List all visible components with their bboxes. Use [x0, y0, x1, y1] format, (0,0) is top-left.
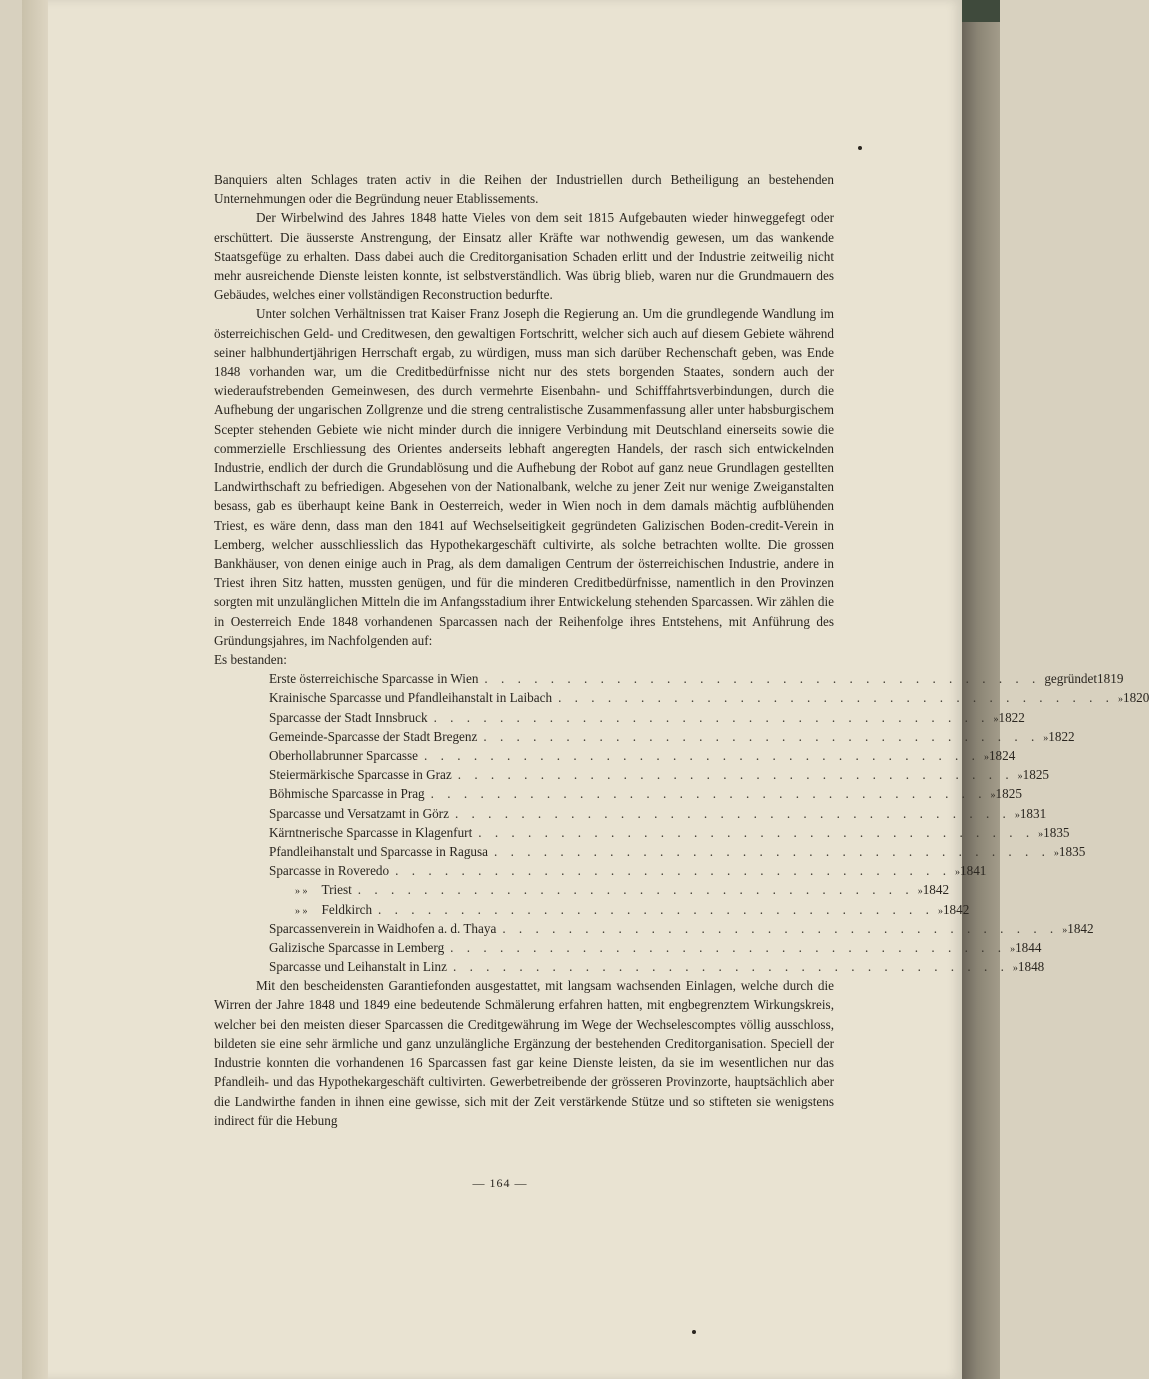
list-item [269, 900, 970, 919]
bank-name-text: Sparcasse in Roveredo [269, 863, 390, 879]
leader-dots: . . . . . . . . . . . . . . . . . . . . . . . . . . . . . . . . . . [424, 748, 980, 764]
bank-name [269, 708, 428, 727]
bank-name-text: Oberhollabrunner Sparcasse [269, 748, 419, 764]
founded-label: » [1012, 963, 1018, 975]
leader-dots: . . . . . . . . . . . . . . . . . . . . . . . . . . . . . . . . . . [454, 805, 1011, 821]
bank-name [269, 861, 389, 880]
list-item [269, 919, 1094, 938]
founded-label: » [917, 886, 923, 898]
founded-year: 1835 [1058, 843, 1086, 859]
closing-paragraph: Mit den bescheidensten Garantiefonden ausgestattet, mit langsam wachsenden Einlagen, welche durch die Wirren der Jahre 1848 und 1849 eine bedeutende Schmälerung erfahren hatten, mit engbegrenztem Wirkungskreis, welcher bei den meisten dieser Sparcassen die Creditgewährung im Wege der Wechselescomptes völlig ausschloss, bildeten sie eine sehr ärmliche und ganz unzulängliche Ergänzung der bestehenden Creditorganisation. Speciell der Industrie konnten die vorhandenen 16 Sparcassen fast gar keine Dienste leisten, da sie im wesentlichen nur das Pfandleih- und das Hypothekargeschäft cultivirten. Gewerbetreibende der grösseren Provinzorte, hauptsächlich aber die Landwirthe fanden in ihnen eine gewisse, sich mit der Zeit verstärkende Stütze und so stifteten sie wenigstens indirect für die Hebung [214, 978, 834, 1128]
founded-year: 1822 [1048, 728, 1075, 744]
ditto-prefix: » » [295, 886, 308, 898]
leader-dots: . . . . . . . . . . . . . . . . . . . . . . . . . . . . . . . . . . [450, 939, 1007, 955]
founded-year: 1835 [1043, 824, 1070, 840]
founded-year: 1842 [1067, 920, 1094, 936]
list-item [269, 880, 950, 899]
list-intro: Es bestanden: [214, 652, 287, 668]
paragraph-3: Unter solchen Verhältnissen trat Kaiser Franz Joseph die Regierung an. Um die grundlegende Wandlung im österreichischen Geld- und Creditwesen, den gewaltigen Fortschritt, welcher sich auch auf diesem Gebiete während seiner halbhundertjährigen Herrschaft ergab, zu würdigen, muss man sich darüber Rechenschaft geben, was Ende 1848 vorhanden war, um die Creditbedürfnisse nicht nur des stets borgenden Staates, sondern auch der wiederaufstrebenden Gemeinwesen, des durch vermehrte Eisenbahn- und Schifffahrtsverbindungen, durch die Aufhebung der ungarischen Zollgrenze und die streng centralistische Zusammenfassung aller unter habsburgischem Scepter stehenden Gebiete wie nicht minder durch die innigere Verbindung mit Deutschland einerseits sowie die commerzielle Erschliessung des Orientes anderseits lebhaft angeregten Handels, der rasch sich entwickelnden Industrie, endlich der durch die Grundablösung und die Aufhebung der Robot auf ganz neue Grundlagen gestellten Landwirthschaft zu befriedigen. Abgesehen von der Nationalbank, welche zu jener Zeit nur wenige Zweiganstalten besass, gab es überhaupt keine Bank in Oesterreich, weder in Wien noch in dem damals mächtig aufblühenden Triest, es wäre denn, dass man den 1841 auf Wechselseitigkeit gegründeten Galizischen Boden-credit-Verein in Lemberg, welcher ausschliesslich das Hypothekargeschäft cultivirte, als solche betrachten wollte. Die grossen Bankhäuser, von denen einige auch in Prag, als dem damaligen Centrum der österreichischen Industrie, andere in Triest ihren Sitz hatten, mussten genügen, und für die minderen Creditbedürfnisse, namentlich in den Provinzen sorgten mit unzulänglichen Mitteln die im Anfangsstadium ihrer Entwickelung stehenden Sparcassen. Wir zählen die in Oesterreich Ende 1848 vorhandenen Sparcassen nach der Reihenfolge ihres Entstehens, mit Anführung des Gründungsjahres, im Nachfolgenden auf: [214, 306, 834, 648]
list-item [269, 804, 1047, 823]
ditto-prefix: » » [295, 905, 308, 917]
bank-name [269, 823, 472, 842]
founded-label: » [990, 790, 996, 802]
leader-dots: . . . . . . . . . . . . . . . . . . . . . . . . . . . . . . . . . . [395, 863, 952, 879]
founded-label: » [1117, 694, 1123, 706]
founded-year: 1825 [995, 786, 1022, 802]
founded-label: » [1017, 771, 1023, 783]
bank-name-text: Sparcasse und Leihanstalt in Linz [269, 959, 447, 975]
bank-name [269, 669, 478, 688]
bank-name [269, 765, 452, 784]
founded-year: 1819 [1097, 671, 1124, 687]
leader-dots: . . . . . . . . . . . . . . . . . . . . . . . . . . . . . . . . . . [502, 920, 1059, 936]
founded-label: » [1053, 847, 1059, 859]
list-item [269, 688, 1149, 707]
page-gutter [22, 0, 48, 1379]
leader-dots: . . . . . . . . . . . . . . . . . . . . . . . . . . . . . . . . . . [378, 901, 934, 917]
body-text [214, 170, 1149, 1130]
bank-name-text: Pfandleihanstalt und Sparcasse in Ragusa [269, 843, 489, 859]
bank-name-text: Erste österreichische Sparcasse in Wien [269, 671, 479, 687]
list-item [269, 842, 1086, 861]
bank-name [269, 880, 352, 901]
founded-label: » [937, 905, 943, 917]
founded-label: » [1062, 924, 1068, 936]
founded-year: 1831 [1019, 805, 1047, 821]
leader-dots: . . . . . . . . . . . . . . . . . . . . . . . . . . . . . . . . . . [430, 786, 987, 802]
bank-name-text: Gemeinde-Sparcasse der Stadt Bregenz [269, 728, 478, 744]
list-item [269, 727, 1075, 746]
paragraph-2: Der Wirbelwind des Jahres 1848 hatte Vieles von dem seit 1815 Aufgebauten wieder hinweggefegt oder erschüttert. Die äusserste Anstrengung, der Einsatz aller Kräfte war nothwendig gewesen, um das wankende Staatsgefüge zu erhalten. Dass dabei auch die Creditorganisation Schaden erlitt und der Industrie zeitweilig nicht mehr ausreichende Dienste leisten konnte, ist selbstverständlich. Was übrig blieb, waren nur die Grundmauern des Gebäudes, welches einer vollständigen Reconstruction bedurfte. [214, 210, 834, 303]
leader-dots: . . . . . . . . . . . . . . . . . . . . . . . . . . . . . . . . . . [483, 728, 1040, 744]
bank-name [269, 804, 449, 823]
edge-tab [962, 0, 1000, 22]
list-item [269, 746, 1016, 765]
founded-year: 1842 [922, 882, 950, 898]
leader-dots: . . . . . . . . . . . . . . . . . . . . . . . . . . . . . . . . . . [494, 843, 1050, 859]
founded-label: » [955, 867, 961, 879]
bank-name [269, 900, 372, 921]
founded-label: » [1038, 828, 1044, 840]
founded-year: 1841 [960, 863, 987, 879]
leader-dots: . . . . . . . . . . . . . . . . . . . . . . . . . . . . . . . . . . [457, 767, 1014, 783]
bank-name [269, 957, 447, 976]
bank-name-text: Kärntnerische Sparcasse in Klagenfurt [269, 824, 473, 840]
ink-speck [858, 146, 862, 150]
bank-name-text: Böhmische Sparcasse in Prag [269, 786, 425, 802]
savings-bank-list [269, 669, 1149, 976]
founded-label: » [1043, 732, 1049, 744]
founded-year: 1825 [1022, 767, 1049, 783]
founded-year: 1824 [988, 748, 1016, 764]
list-item [269, 784, 1022, 803]
founded-label: gegründet [1044, 671, 1098, 687]
bank-name [269, 746, 418, 765]
bank-name [269, 938, 444, 957]
bank-name [269, 842, 488, 861]
leader-dots: . . . . . . . . . . . . . . . . . . . . . . . . . . . . . . . . . . [433, 709, 990, 725]
bank-name-text: Sparcasse der Stadt Innsbruck [269, 709, 428, 725]
bank-name [269, 784, 425, 803]
ink-speck [692, 1330, 696, 1334]
leader-dots: . . . . . . . . . . . . . . . . . . . . . . . . . . . . . . . . . . [478, 824, 1035, 840]
leader-dots: . . . . . . . . . . . . . . . . . . . . . . . . . . . . . . . . . . [357, 882, 914, 898]
founded-year: 1848 [1017, 959, 1045, 975]
founded-year: 1822 [998, 709, 1025, 725]
bank-name-text: Galizische Sparcasse in Lemberg [269, 939, 445, 955]
bank-name [269, 727, 477, 746]
page-number: — 164 — [472, 1176, 528, 1190]
founded-year: 1844 [1015, 939, 1042, 955]
list-item [269, 765, 1049, 784]
bank-name-text: Steiermärkische Sparcasse in Graz [269, 767, 452, 783]
bank-name-text: Feldkirch [321, 901, 373, 917]
leader-dots: . . . . . . . . . . . . . . . . . . . . . . . . . . . . . . . . . . [452, 959, 1009, 975]
founded-year: 1820 [1122, 690, 1149, 706]
founded-label: » [993, 713, 999, 725]
founded-label: » [1014, 809, 1020, 821]
founded-year: 1842 [942, 901, 970, 917]
list-item [269, 708, 1025, 727]
bank-name-text: Sparcassenverein in Waidhofen a. d. Thaya [269, 920, 497, 936]
list-item [269, 861, 987, 880]
leader-dots: . . . . . . . . . . . . . . . . . . . . . . . . . . . . . . . . . . [484, 671, 1041, 687]
bank-name-text: Triest [321, 882, 352, 898]
founded-label: » [1010, 943, 1016, 955]
bank-name-text: Sparcasse und Versatzamt in Görz [269, 805, 449, 821]
list-item [269, 823, 1070, 842]
list-item [269, 669, 1124, 688]
list-item [269, 938, 1042, 957]
list-item [269, 957, 1045, 976]
bank-name [269, 688, 552, 707]
founded-label: » [983, 752, 989, 764]
bank-name-text: Krainische Sparcasse und Pfandleihanstalt in Laibach [269, 690, 553, 706]
paragraph-1: Banquiers alten Schlages traten activ in die Reihen der Industriellen durch Betheiligung an bestehenden Unternehmungen oder die Begründung neuer Etablissements. [214, 172, 834, 207]
bank-name [269, 919, 496, 938]
leader-dots: . . . . . . . . . . . . . . . . . . . . . . . . . . . . . . . . . . [558, 690, 1114, 706]
